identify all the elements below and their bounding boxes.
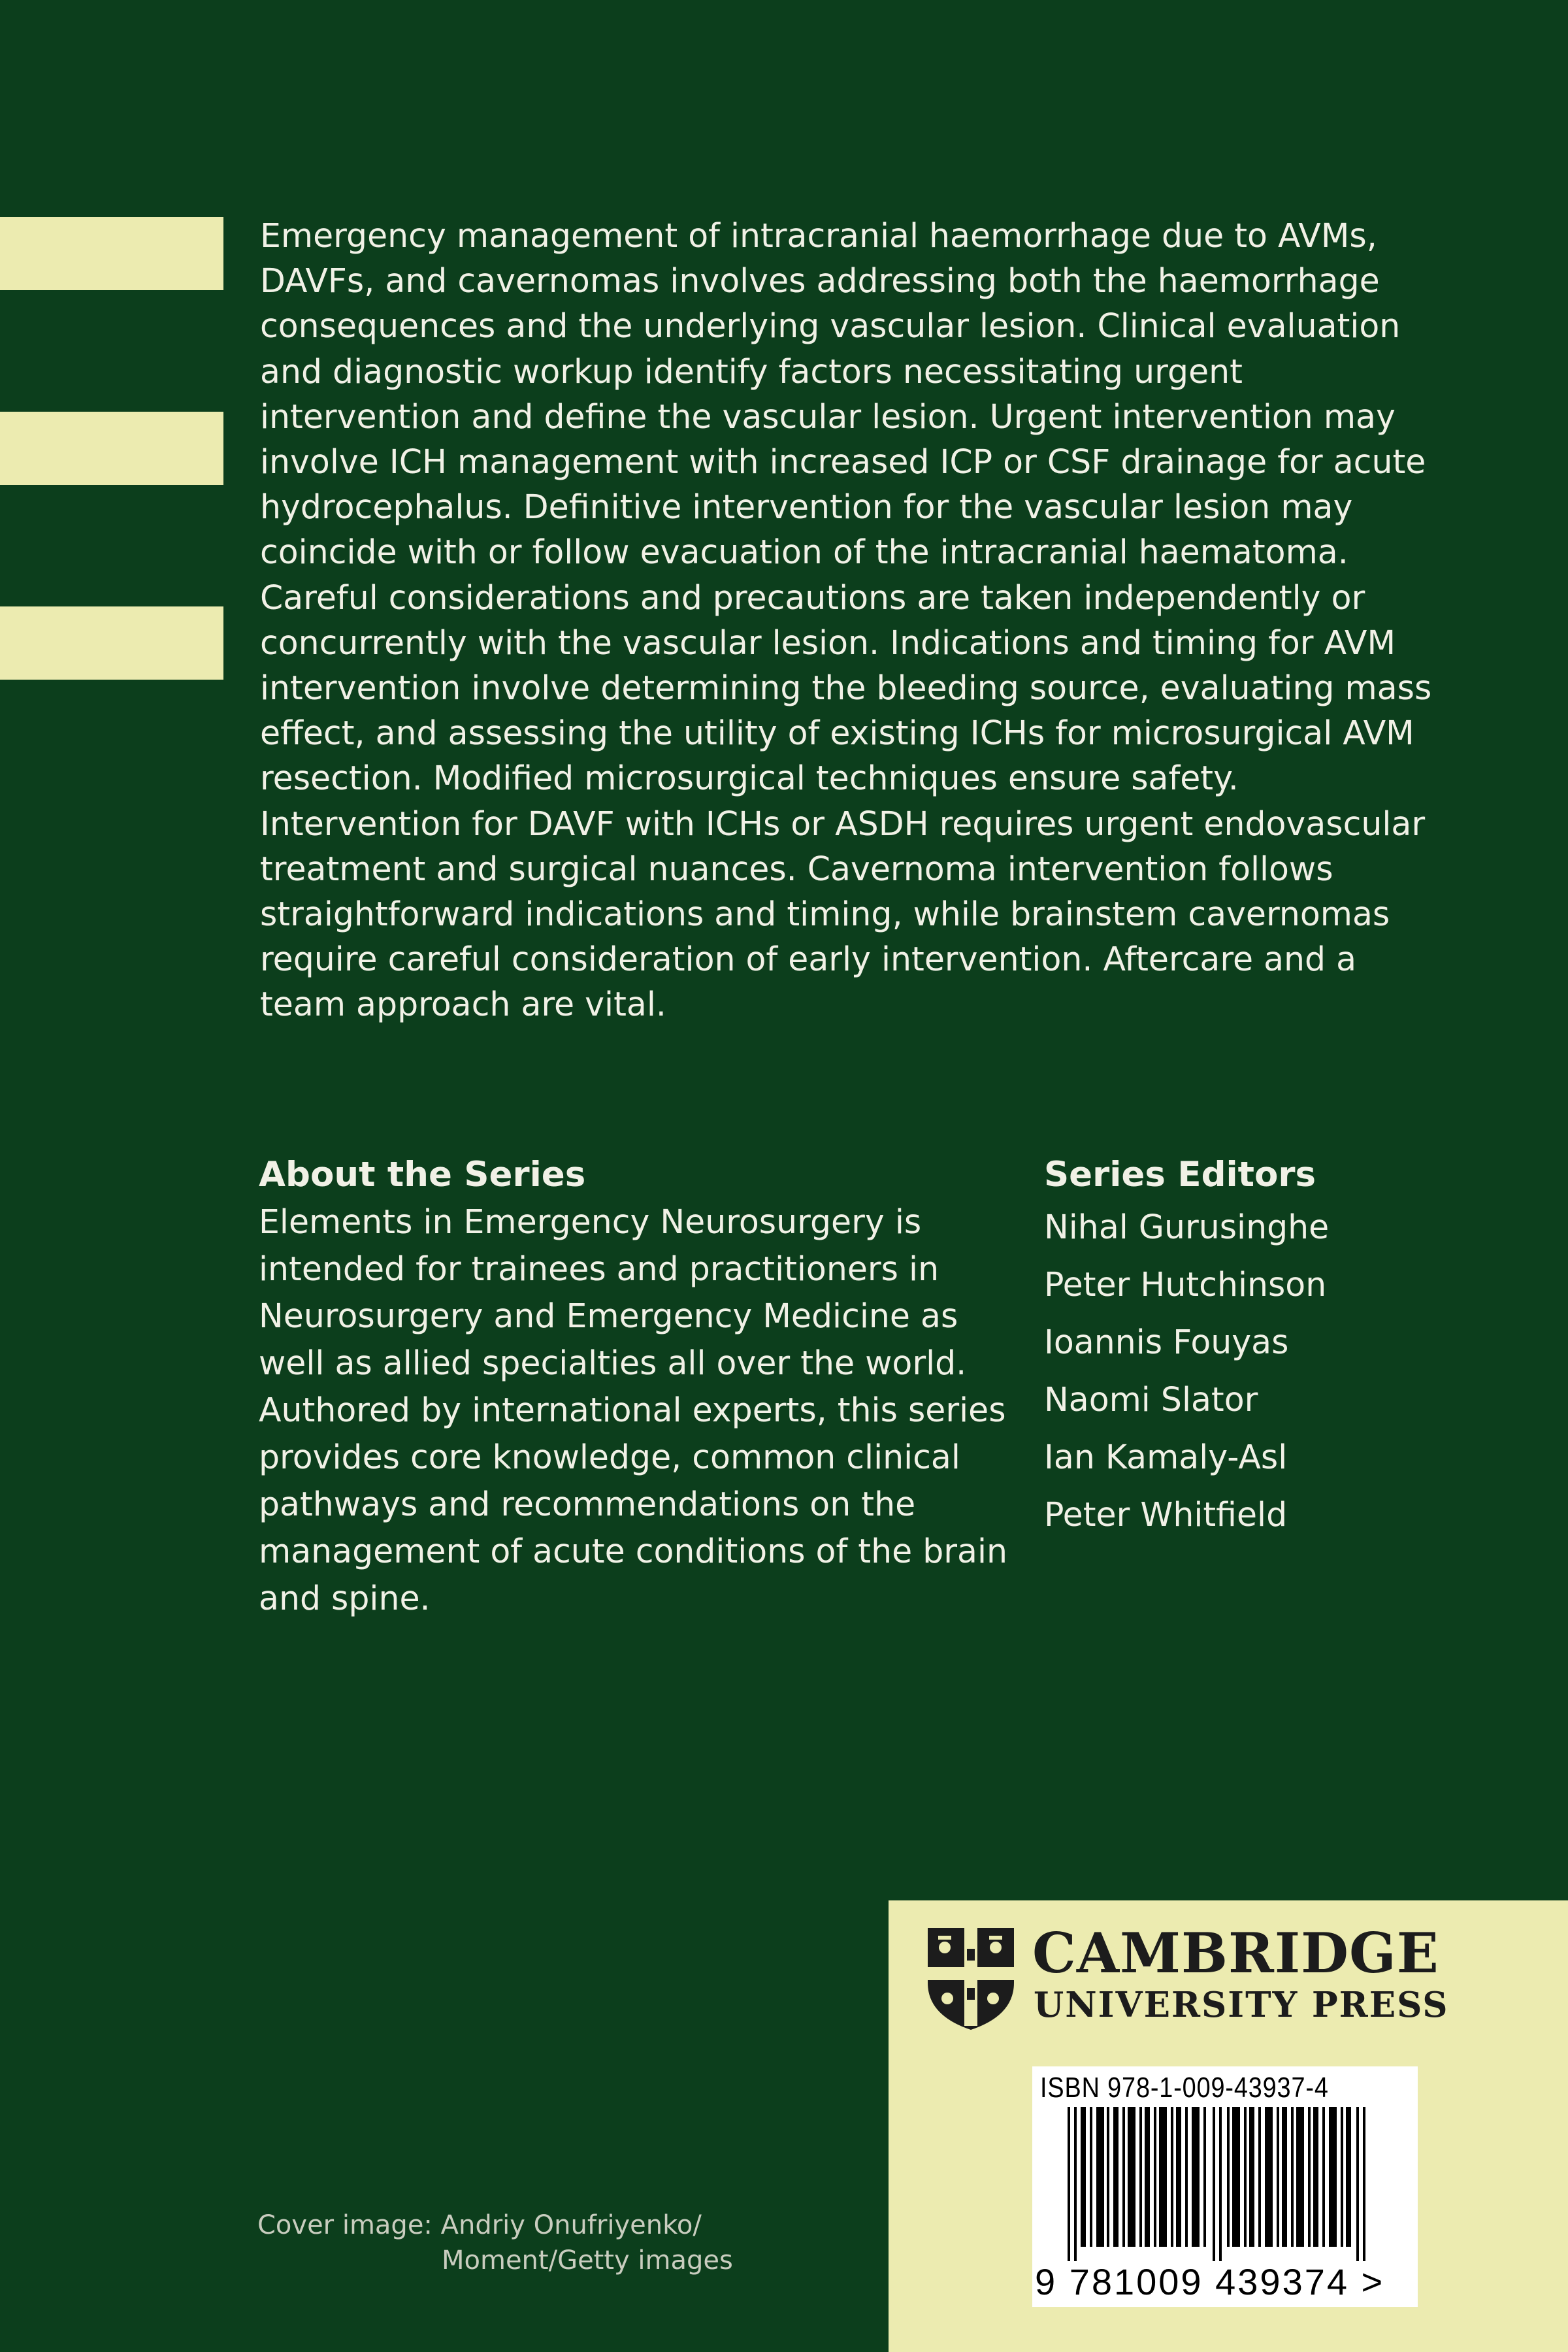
publisher-subtitle: UNIVERSITY PRESS <box>1034 1985 1449 2025</box>
book-blurb: Emergency management of intracranial haemorrhage due to AVMs, DAVFs, and cavernomas involves addressing both the haemorrhage consequences and the underlying vascular lesion. Clinical evaluation and diagnostic workup identify factors necessitating urgent intervention and define the vascular lesion. Urgent intervention may involve ICH management with increased ICP or CSF drainage for acute hydrocephalus. Definitive intervention for the vascular lesion may coincide with or follow evacuation of the intracranial haematoma. Careful considerations and precautions are taken independently or concurrently with the vascular lesion. Indications and timing for AVM intervention involve determining the bleeding source, evaluating mass effect, and assessing the utility of existing ICHs for microsurgical AVM resection. Modified microsurgical techniques ensure safety. Intervention for DAVF with ICHs or ASDH requires urgent endovascular treatment and surgical nuances. Cavernoma intervention follows straightforward indications and timing, while brainstem cavernomas require careful consideration of early intervention. Aftercare and a team approach are vital. <box>260 216 1432 1024</box>
editor-name: Naomi Slator <box>1044 1380 1258 1419</box>
editor-name: Nihal Gurusinghe <box>1044 1208 1330 1246</box>
barcode-box <box>1032 2066 1418 2307</box>
isbn-label: ISBN 978-1-009-43937-4 <box>1040 2072 1329 2104</box>
series-editors-heading: Series Editors <box>1044 1155 1316 1195</box>
about-series-text: Elements in Emergency Neurosurgery is intended for trainees and practitioners in Neurosurgery and Emergency Medicine as well as allied specialties all over the world. Authored by international experts, this series provides core knowledge, common clinical pathways and recommendations on the management of acute conditions of the brain and spine. <box>259 1202 1008 1617</box>
editor-name: Ioannis Fouyas <box>1044 1323 1289 1361</box>
series-editors-section <box>1044 1151 1449 1544</box>
editor-name: Peter Whitfield <box>1044 1495 1288 1534</box>
barcode-icon <box>1041 2107 1407 2261</box>
decorative-bar <box>0 217 223 290</box>
publisher-panel <box>889 1900 1568 2352</box>
decorative-bar <box>0 412 223 485</box>
about-series-heading: About the Series <box>259 1155 586 1195</box>
publisher-name: CAMBRIDGE <box>1032 1921 1439 1985</box>
editors-list <box>1044 1199 1449 1544</box>
credit-line-2: Moment/Getty images <box>442 2245 733 2276</box>
credit-line-1: Cover image: Andriy Onufriyenko/ <box>257 2210 702 2240</box>
cover-image-credit <box>257 2208 733 2278</box>
decorative-bar <box>0 606 223 680</box>
cambridge-shield-logo <box>925 1925 1017 2032</box>
ean-digits: 9 781009 439374 > <box>1035 2261 1385 2302</box>
about-series-section <box>259 1151 1017 1622</box>
editor-name: Peter Hutchinson <box>1044 1265 1327 1304</box>
editor-name: Ian Kamaly-Asl <box>1044 1438 1288 1476</box>
